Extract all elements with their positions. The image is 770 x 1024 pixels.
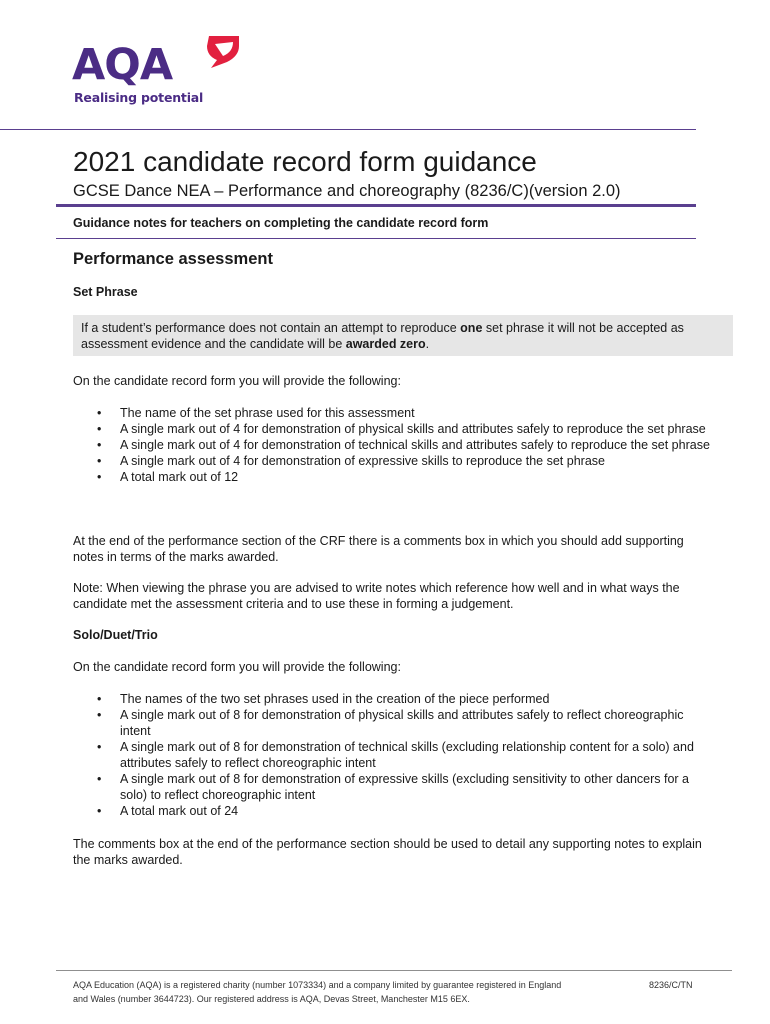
viewing-note: Note: When viewing the phrase you are advised to write notes which reference how well and in what ways the candidate met the assessment criteria and to use these in forming a judgement. [73, 581, 680, 611]
zero-mark-notice [73, 315, 733, 356]
aqa-logo [72, 34, 242, 109]
list-item: • A single mark out of 4 for demonstration of physical skills and attributes safely to reproduce the set phrase [73, 421, 713, 437]
notice-text: If a student’s performance does not contain an attempt to reproduce [81, 321, 461, 335]
notice-emphasis: one [460, 321, 483, 335]
comments-note: At the end of the performance section of the CRF there is a comments box in which you should add supporting notes in terms of the marks awarded. [73, 534, 684, 564]
logo-swoosh-icon [203, 34, 241, 70]
page-title: 2021 candidate record form guidance [73, 146, 537, 177]
header-divider [0, 129, 696, 130]
solo-closing: The comments box at the end of the performance section should be used to detail any supporting notes to explain the marks awarded. [73, 837, 702, 867]
list-item: • A single mark out of 4 for demonstration of expressive skills to reproduce the set phrase [73, 453, 713, 469]
logo-tagline: Realising potential [74, 90, 204, 105]
title-divider [56, 204, 696, 207]
set-phrase-intro: On the candidate record form you will provide the following: [73, 374, 401, 388]
footer-divider [56, 970, 732, 971]
guidance-heading: Guidance notes for teachers on completing the candidate record form [73, 216, 489, 230]
logo-wordmark: AQA [72, 40, 173, 90]
solo-intro: On the candidate record form you will provide the following: [73, 660, 401, 674]
set-phrase-heading: Set Phrase [73, 285, 138, 299]
notice-text: . [425, 337, 430, 351]
list-item: • A total mark out of 24 [73, 803, 713, 819]
notice-text: set phrase it will not be accepted as assessment evidence and the candidate will be [81, 321, 684, 351]
list-item: • A single mark out of 8 for demonstration of physical skills and attributes safely to reflect choreographic intent [73, 707, 713, 739]
list-item: • A single mark out of 4 for demonstration of technical skills and attributes safely to reproduce the set phrase [73, 437, 713, 453]
list-item: • The names of the two set phrases used in the creation of the piece performed [73, 691, 713, 707]
section-heading: Performance assessment [73, 250, 273, 268]
set-phrase-list [73, 405, 713, 485]
list-item: • A single mark out of 8 for demonstration of technical skills (excluding relationship content for a solo) and attributes safely to reflect choreographic intent [73, 739, 713, 771]
solo-heading: Solo/Duet/Trio [73, 628, 158, 642]
document-code: 8236/C/TN [649, 980, 693, 990]
list-item: • A total mark out of 12 [73, 469, 713, 485]
footer-legal-text: AQA Education (AQA) is a registered charity (number 1073334) and a company limited by guarantee registered in England and Wales (number 3644723). Our registered address is AQA, Devas Street, Manchester M15 6EX. [73, 980, 562, 1004]
page-subtitle: GCSE Dance NEA – Performance and choreography (8236/C)(version 2.0) [73, 182, 621, 200]
solo-list [73, 691, 713, 819]
guidance-divider [56, 238, 696, 239]
notice-emphasis: awarded zero [345, 337, 426, 351]
list-item: • The name of the set phrase used for this assessment [73, 405, 713, 421]
list-item: • A single mark out of 8 for demonstration of expressive skills (excluding sensitivity to other dancers for a solo) to reflect choreographic intent [73, 771, 713, 803]
